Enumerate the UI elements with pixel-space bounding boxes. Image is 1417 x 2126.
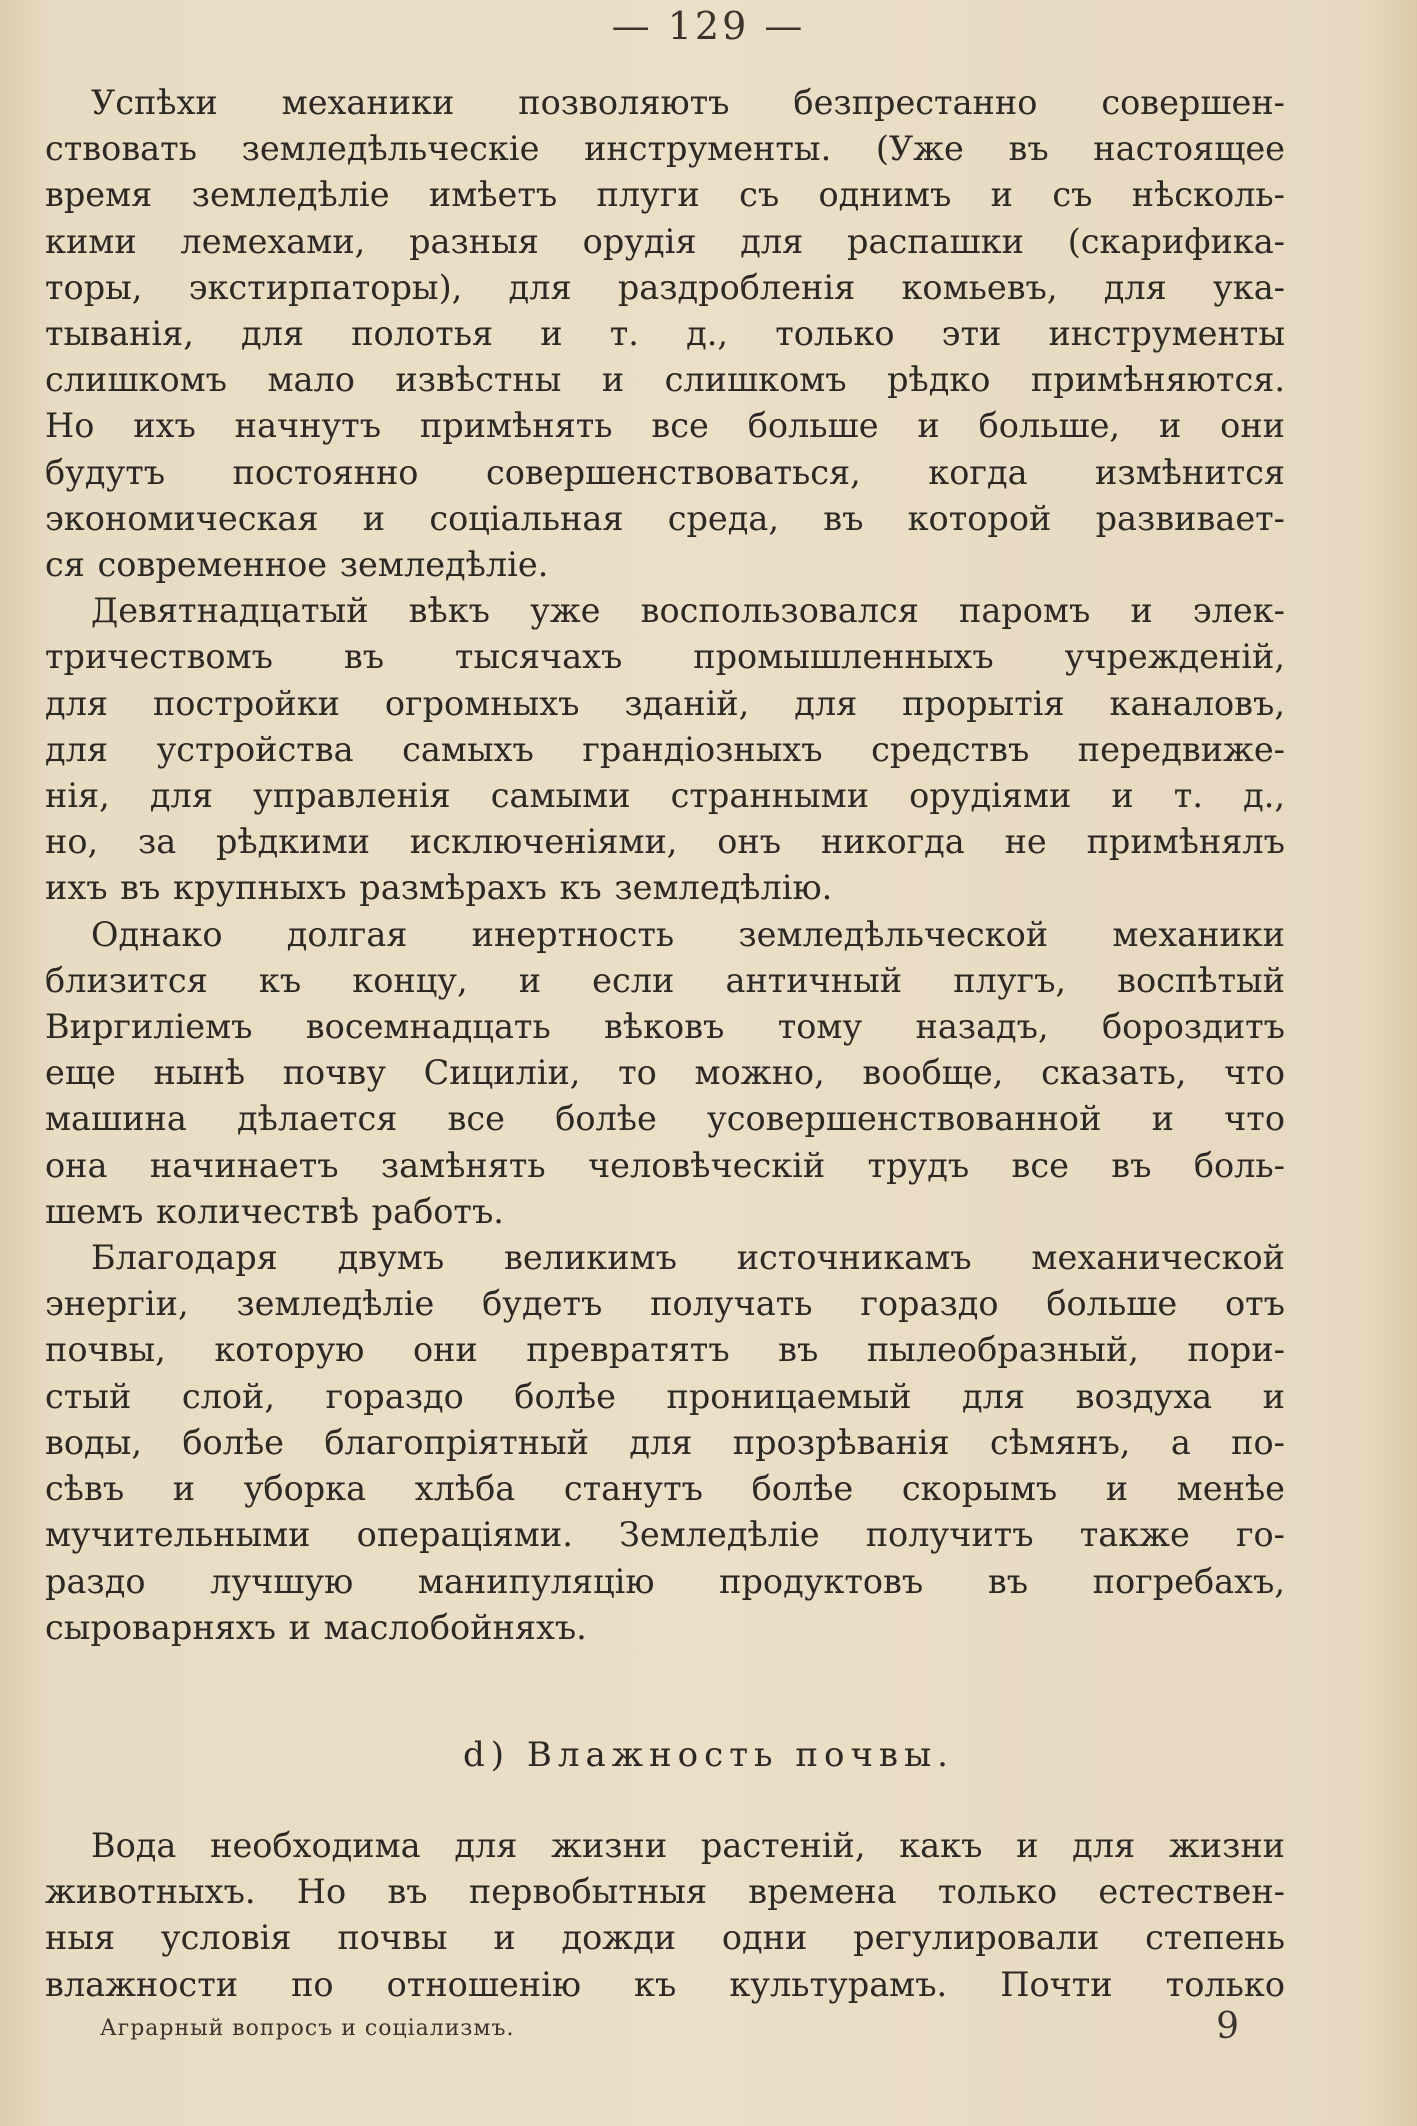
paragraph-4 [45, 1235, 1285, 1651]
body-text [45, 80, 1285, 1651]
paragraph-3 [45, 912, 1285, 1235]
text-line: еще нынѣ почву Сициліи, то можно, вообще, сказать, что [45, 1053, 1285, 1093]
section-body-text [45, 1823, 1285, 2008]
text-line: она начинаетъ замѣнять человѣческій трудъ все въ боль- [45, 1145, 1285, 1185]
text-line: сѣвъ и уборка хлѣба станутъ болѣе скорымъ и менѣе [45, 1469, 1285, 1509]
text-line: близится къ концу, и если античный плугъ, воспѣтый [45, 960, 1285, 1000]
signature-mark: 9 [1216, 2006, 1240, 2047]
text-line: ныя условія почвы и дожди одни регулировали степень [45, 1918, 1285, 1958]
text-line: торы, экстирпаторы), для раздробленія комьевъ, для ука- [45, 267, 1285, 307]
text-line: тыванія, для полотья и т. д., только эти инструменты [45, 314, 1285, 354]
text-line: ся современное земледѣліе. [45, 545, 549, 585]
page-number: — 129 — [611, 4, 806, 48]
text-line: для устройства самыхъ грандіозныхъ средствъ передвиже- [45, 729, 1285, 769]
text-line: Вода необходима для жизни растеній, какъ и для жизни [91, 1826, 1285, 1865]
text-line: животныхъ. Но въ первобытныя времена только естествен- [45, 1872, 1285, 1912]
section-heading: d) Влажность почвы. [463, 1735, 954, 1775]
text-line: Но ихъ начнутъ примѣнять все больше и больше, и они [45, 406, 1285, 446]
text-line: почвы, которую они превратятъ въ пылеобразный, пори- [45, 1330, 1285, 1370]
paragraph-5 [45, 1823, 1285, 2008]
text-line: кими лемехами, разныя орудія для распашки (скарифика- [45, 221, 1285, 261]
text-line: для постройки огромныхъ зданій, для прорытія каналовъ, [45, 683, 1285, 723]
text-line: стый слой, гораздо болѣе проницаемый для воздуха и [45, 1376, 1285, 1416]
text-line: Виргиліемъ восемнадцать вѣковъ тому назадъ, бороздитъ [45, 1007, 1285, 1047]
text-line: будутъ постоянно совершенствоваться, когда измѣнится [45, 452, 1285, 492]
text-line: ствовать земледѣльческіе инструменты. (Уже въ настоящее [45, 129, 1285, 169]
text-line: Благодаря двумъ великимъ источникамъ механической [91, 1238, 1285, 1278]
page-footer [100, 2006, 1240, 2047]
text-line: влажности по отношенію къ культурамъ. Почти только [45, 1964, 1285, 2004]
text-line: шемъ количествѣ работъ. [45, 1191, 504, 1231]
text-line: Однако долгая инертность земледѣльческой механики [91, 914, 1285, 954]
text-line: экономическая и соціальная среда, въ которой развивает- [45, 498, 1285, 538]
text-line: Успѣхи механики позволяютъ безпрестанно совершен- [91, 83, 1285, 122]
text-line: воды, болѣе благопріятный для прозрѣванія сѣмянъ, а по- [45, 1422, 1285, 1462]
text-line: раздо лучшую манипуляцію продуктовъ въ погребахъ, [45, 1561, 1285, 1601]
text-line: нія, для управленія самыми странными орудіями и т. д., [45, 776, 1285, 816]
running-title: Аграрный вопросъ и соціализмъ. [100, 2016, 515, 2041]
text-line: но, за рѣдкими исключеніями, онъ никогда не примѣнялъ [45, 822, 1285, 862]
text-line: энергіи, земледѣліе будетъ получать гораздо больше отъ [45, 1284, 1285, 1324]
text-line: сыроварняхъ и маслобойняхъ. [45, 1607, 587, 1647]
text-line: Девятнадцатый вѣкъ уже воспользовался паромъ и элек- [91, 591, 1285, 631]
paragraph-1 [45, 80, 1285, 588]
text-line: время земледѣліе имѣетъ плуги съ однимъ и съ нѣсколь- [45, 175, 1285, 215]
text-line: машина дѣлается все болѣе усовершенствованной и что [45, 1099, 1285, 1139]
text-line: мучительными операціями. Земледѣліе получитъ также го- [45, 1515, 1285, 1555]
text-line: ихъ въ крупныхъ размѣрахъ къ земледѣлію. [45, 868, 833, 908]
paragraph-2 [45, 588, 1285, 911]
text-line: слишкомъ мало извѣстны и слишкомъ рѣдко примѣняются. [45, 360, 1285, 400]
text-line: тричествомъ въ тысячахъ промышленныхъ учрежденій, [45, 637, 1285, 677]
